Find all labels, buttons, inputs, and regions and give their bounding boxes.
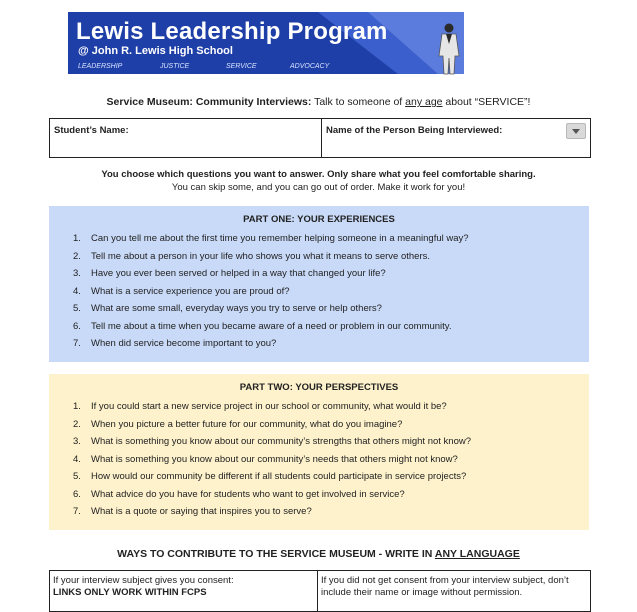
list-item: 7. What is a quote or saying that inspires you to serve? <box>73 506 312 517</box>
no-consent-text: If you did not get consent from your interview subject, don’t include their name or image without permission. <box>321 575 569 598</box>
no-consent-cell <box>318 571 590 611</box>
interviewee-name-cell[interactable] <box>322 119 590 157</box>
ways-heading <box>0 548 637 560</box>
part-two-title: PART TWO: YOUR PERSPECTIVES <box>239 382 399 393</box>
banner-value-leadership: LEADERSHIP <box>78 63 123 70</box>
intro-pre: Talk to someone of <box>311 96 406 108</box>
ways-underlined: ANY LANGUAGE <box>434 548 520 560</box>
part-one-section <box>49 206 589 362</box>
list-item: 2. Tell me about a person in your life who shows you what it means to serve others. <box>73 250 431 262</box>
person-silhouette-icon <box>432 22 466 76</box>
banner-value-advocacy: ADVOCACY <box>290 63 330 70</box>
intro-line <box>0 96 637 108</box>
part-two-section <box>49 374 589 530</box>
banner-value-justice: JUSTICE <box>160 63 190 70</box>
part-one-questions <box>49 230 589 353</box>
list-item: 1. Can you tell me about the first time you remember helping someone in a meaningful way? <box>73 233 469 244</box>
banner-title: Lewis Leadership Program <box>76 18 388 45</box>
banner-values <box>78 63 329 70</box>
interviewee-name-label: Name of the Person Being Interviewed: <box>326 125 503 136</box>
list-item: 1. If you could start a new service project in our school or community, what would it be? <box>73 401 447 412</box>
list-item: 2. When you picture a better future for our community, what do you imagine? <box>73 418 403 430</box>
banner-value-service: SERVICE <box>226 63 257 70</box>
name-table <box>49 118 591 158</box>
ways-text: WAYS TO CONTRIBUTE TO THE SERVICE MUSEUM - WRITE IN <box>117 548 435 560</box>
intro-post: about “SERVICE”! <box>442 96 531 108</box>
consent-cell <box>50 571 318 611</box>
consent-line-1: If your interview subject gives you consent: <box>53 575 234 586</box>
list-item: 3. What is something you know about our community’s strengths that others might not know? <box>73 436 472 447</box>
list-item: 6. What advice do you have for students who want to get involved in service? <box>73 488 405 500</box>
list-item: 5. What are some small, everyday ways you try to serve or help others? <box>73 303 382 314</box>
list-item: 3. Have you ever been served or helped in a way that changed your life? <box>73 268 386 279</box>
instructions-line-1: You choose which questions you want to answer. Only share what you feel comfortable sharing. <box>101 169 536 180</box>
intro-bold: Service Museum: Community Interviews: <box>106 96 312 108</box>
consent-line-2: LINKS ONLY WORK WITHIN FCPS <box>53 587 207 598</box>
banner-subtitle: @ John R. Lewis High School <box>78 45 233 57</box>
part-one-title: PART ONE: YOUR EXPERIENCES <box>243 214 395 225</box>
instructions <box>0 168 637 194</box>
list-item: 6. Tell me about a time when you became aware of a need or problem in our community. <box>73 320 452 332</box>
student-name-cell[interactable] <box>50 119 322 157</box>
student-name-label: Student’s Name: <box>54 125 129 136</box>
list-item: 5. How would our community be different if all students could participate in service projects? <box>73 471 467 482</box>
chevron-down-icon[interactable] <box>566 123 586 139</box>
instructions-line-2: You can skip some, and you can go out of order. Make it work for you! <box>171 182 466 193</box>
list-item: 4. What is something you know about our community’s needs that others might not know? <box>73 453 458 465</box>
intro-underlined: any age <box>405 96 443 108</box>
list-item: 4. What is a service experience you are proud of? <box>73 285 290 297</box>
part-two-questions <box>49 398 589 521</box>
program-banner <box>68 12 464 74</box>
list-item: 7. When did service become important to you? <box>73 338 277 349</box>
